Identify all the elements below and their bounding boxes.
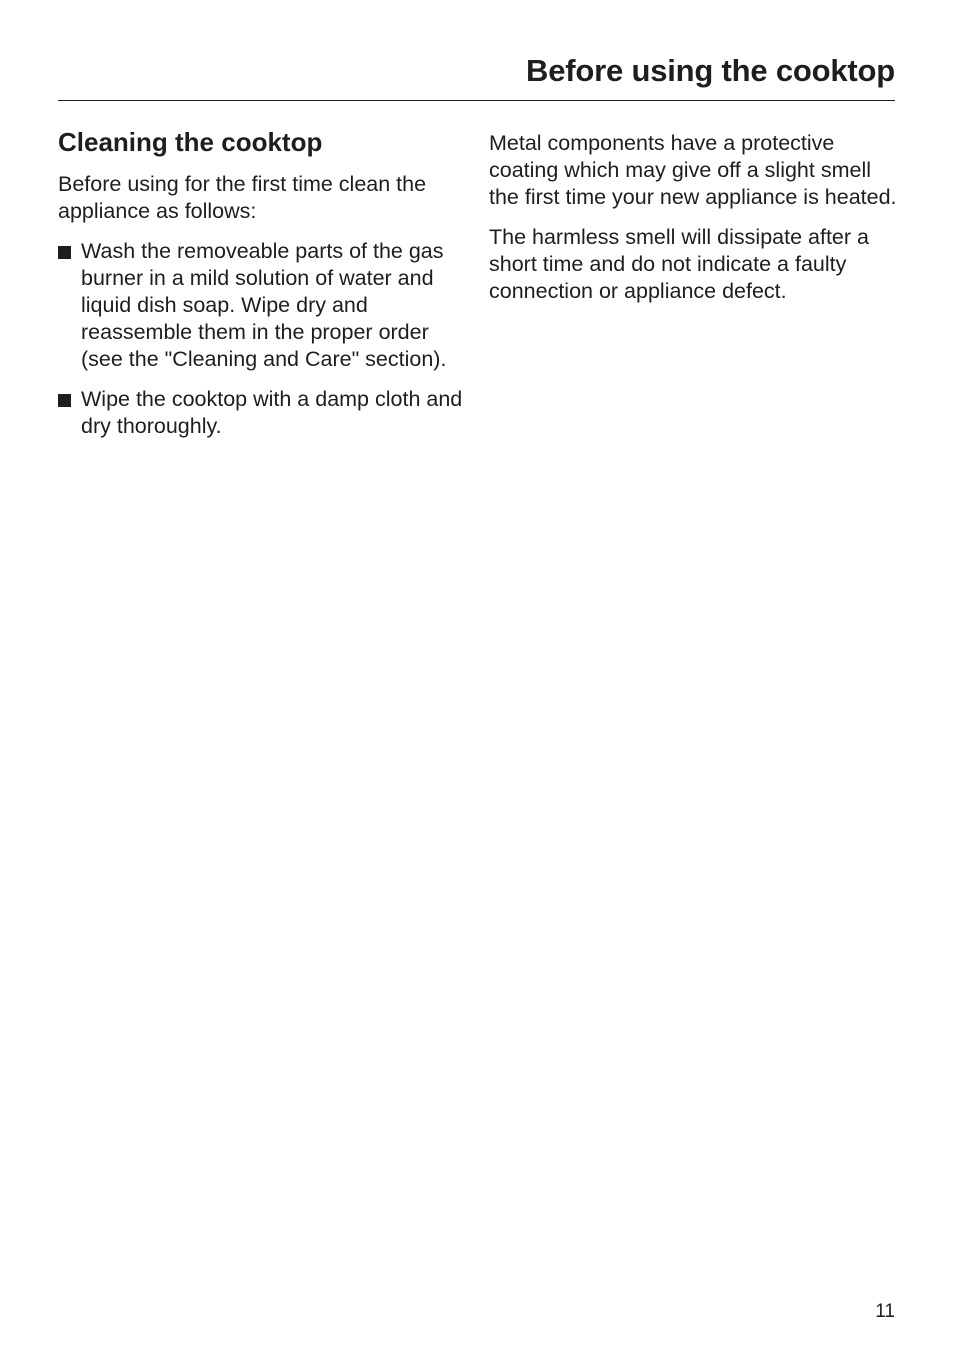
intro-paragraph: Before using for the first time clean the appliance as follows:	[58, 172, 427, 223]
list-item	[58, 238, 463, 373]
list-item	[58, 386, 463, 440]
page-title: Before using the cooktop	[526, 53, 895, 88]
page-header	[58, 52, 895, 101]
section-title: Cleaning the cooktop	[58, 127, 323, 157]
smell-paragraph: The harmless smell will dissipate after a short time and do not indicate a faulty connection or appliance defect.	[489, 225, 869, 303]
instruction-list	[58, 238, 463, 440]
square-bullet-icon	[58, 394, 71, 407]
coating-paragraph: Metal components have a protective coating which may give off a slight smell the first time your new appliance is heated.	[489, 131, 897, 209]
right-column	[489, 130, 899, 318]
page-number: 11	[875, 1301, 895, 1322]
list-item-text: Wash the removeable parts of the gas burner in a mild solution of water and liquid dish soap. Wipe dry and reassemble them in the proper order (see the "Cleaning and Care" section).	[81, 239, 447, 371]
list-item-text: Wipe the cooktop with a damp cloth and dry thoroughly.	[81, 387, 463, 438]
left-column	[58, 125, 463, 453]
square-bullet-icon	[58, 246, 71, 259]
